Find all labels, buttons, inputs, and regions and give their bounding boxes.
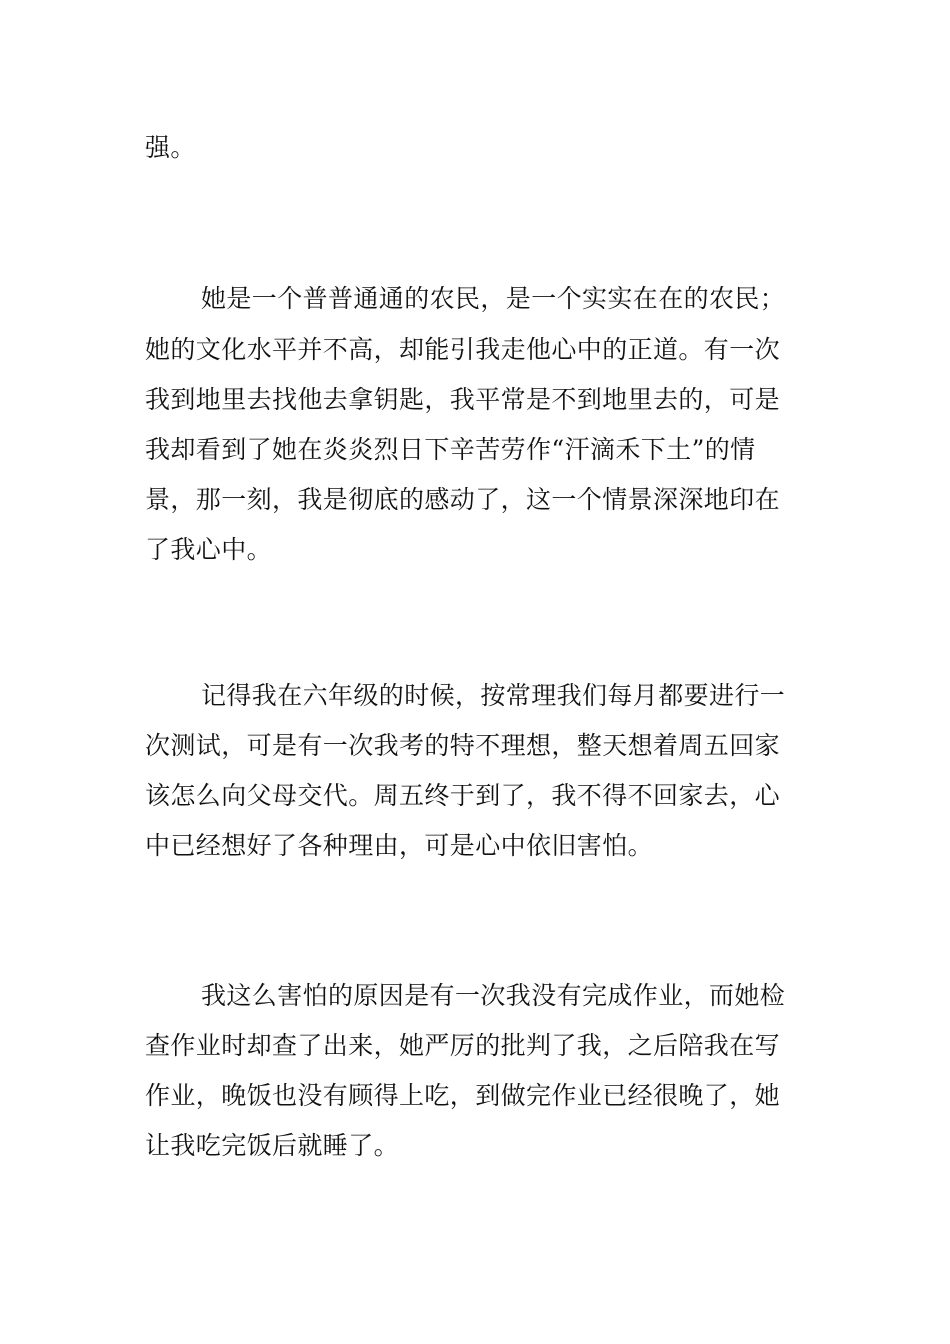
paragraph-2-line-1: 她是一个普普通通的农民，是一个实实在在的农民； (201, 284, 786, 313)
paragraph-2-line-3: 我到地里去找他去拿钥匙，我平常是不到地里去的，可是 (145, 385, 781, 414)
paragraph-3-line-2: 次测试，可是有一次我考的特不理想，整天想着周五回家 (145, 731, 781, 760)
paragraph-2-line-5: 景，那一刻，我是彻底的感动了，这一个情景深深地印在 (145, 485, 781, 514)
paragraph-3-line-3: 该怎么向父母交代。周五终于到了，我不得不回家去，心 (145, 781, 781, 810)
paragraph-2-line-4: 我却看到了她在炎炎烈日下辛苦劳作“汗滴禾下土”的情 (145, 435, 756, 464)
paragraph-4-line-3: 作业，晚饭也没有顾得上吃，到做完作业已经很晚了，她 (145, 1081, 781, 1110)
paragraph-4-line-1: 我这么害怕的原因是有一次我没有完成作业，而她检 (201, 981, 786, 1010)
paragraph-4-line-2: 查作业时却查了出来，她严厉的批判了我，之后陪我在写 (145, 1031, 781, 1060)
paragraph-2-line-2: 她的文化水平并不高，却能引我走他心中的正道。有一次 (145, 335, 781, 364)
paragraph-4-line-4: 让我吃完饭后就睡了。 (145, 1131, 400, 1160)
paragraph-3-line-4: 中已经想好了各种理由，可是心中依旧害怕。 (145, 831, 654, 860)
paragraph-2-line-6: 了我心中。 (145, 535, 273, 564)
paragraph-3-line-1: 记得我在六年级的时候，按常理我们每月都要进行一 (201, 681, 786, 710)
paragraph-1-line-1: 强。 (145, 133, 196, 162)
